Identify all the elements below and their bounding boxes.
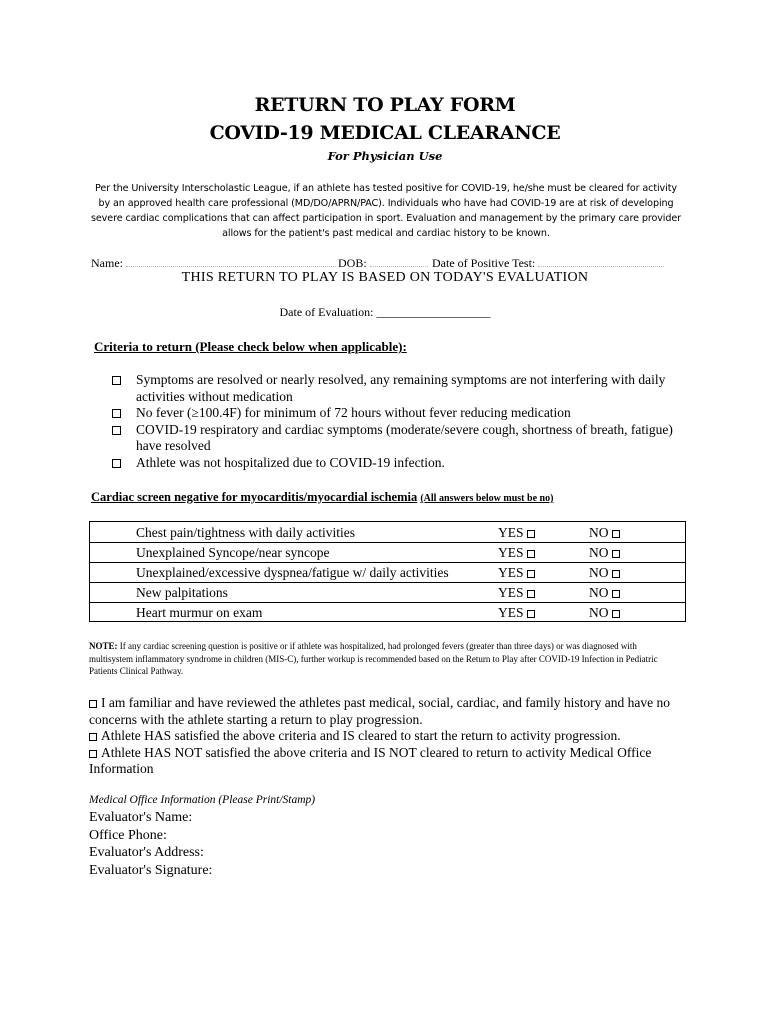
table-row — [90, 542, 685, 562]
cardiac-screen-heading — [91, 490, 553, 505]
dob-field-row — [338, 256, 428, 271]
no-label: NO — [589, 545, 609, 560]
criteria-checkbox[interactable] — [112, 409, 121, 418]
criteria-list — [110, 372, 690, 471]
table-row — [90, 522, 685, 542]
no-label: NO — [589, 585, 609, 600]
no-checkbox[interactable] — [612, 530, 620, 538]
criteria-item-text: Symptoms are resolved or nearly resolved, any remaining symptoms are not interfering with daily activities without medication — [136, 372, 666, 404]
no-label: NO — [589, 565, 609, 580]
no-label: NO — [589, 605, 609, 620]
form-subtitle: For Physician Use — [327, 149, 443, 163]
yes-option[interactable] — [498, 523, 535, 543]
yes-label: YES — [498, 545, 524, 560]
criteria-item — [110, 422, 690, 455]
no-option[interactable] — [589, 543, 620, 563]
attestation-checkbox[interactable] — [89, 750, 97, 758]
criteria-item — [110, 455, 690, 472]
table-row — [90, 602, 685, 622]
evaluation-basis-text: THIS RETURN TO PLAY IS BASED ON TODAY'S EVALUATION — [181, 270, 589, 285]
no-label: NO — [589, 525, 609, 540]
attestation-text: Athlete HAS satisfied the above criteria and IS cleared to start the return to activity progression. — [101, 728, 621, 743]
table-row — [90, 582, 685, 602]
intro-paragraph: Per the University Interscholastic League, if an athlete has tested positive for COVID-19, he/she must be cleared for activity by an approved health care professional (MD/DO/APRN/PAC). Individuals who have had COVID-19 are at risk of developing severe cardiac complications that can affect participation in sport. Evaluation and management by the primary care provider allows for the patient's past medical and cardiac history to be known. — [90, 183, 682, 239]
attestation-item — [89, 728, 679, 745]
yes-option[interactable] — [498, 583, 535, 603]
yes-checkbox[interactable] — [527, 550, 535, 558]
no-option[interactable] — [589, 563, 620, 583]
yes-checkbox[interactable] — [527, 610, 535, 618]
table-row — [90, 562, 685, 582]
criteria-item-text: Athlete was not hospitalized due to COVID-19 infection. — [136, 454, 445, 470]
yes-label: YES — [498, 525, 524, 540]
name-field-row — [91, 256, 336, 271]
cardiac-note — [89, 640, 679, 678]
attestation-block — [89, 695, 679, 778]
positive-test-input-line[interactable] — [538, 266, 664, 267]
attestation-item — [89, 745, 679, 778]
evaluator-address-field[interactable]: Evaluator's Address: — [89, 845, 204, 860]
criteria-checkbox[interactable] — [112, 459, 121, 468]
medical-office-heading: Medical Office Information (Please Print/Stamp) — [89, 794, 316, 806]
yes-label: YES — [498, 565, 524, 580]
attestation-checkbox[interactable] — [89, 733, 97, 741]
no-checkbox[interactable] — [612, 550, 620, 558]
attestation-checkbox[interactable] — [89, 700, 97, 708]
cardiac-screen-table — [89, 521, 686, 622]
no-option[interactable] — [589, 523, 620, 543]
attestation-text: Athlete HAS NOT satisfied the above criteria and IS NOT cleared to return to activity Medical Office Information — [89, 744, 652, 776]
criteria-heading: Criteria to return (Please check below when applicable): — [94, 339, 407, 354]
form-title-line2: COVID-19 MEDICAL CLEARANCE — [209, 122, 561, 144]
yes-option[interactable] — [498, 563, 535, 583]
yes-label: YES — [498, 585, 524, 600]
criteria-checkbox[interactable] — [112, 426, 121, 435]
criteria-item-text: No fever (≥100.4F) for minimum of 72 hours without fever reducing medication — [136, 405, 571, 420]
form-title-line1: RETURN TO PLAY FORM — [254, 94, 516, 116]
dob-input-line[interactable] — [370, 266, 428, 267]
evaluation-date-field[interactable]: Date of Evaluation: ___________________ — [279, 305, 491, 319]
evaluator-name-field[interactable]: Evaluator's Name: — [89, 810, 193, 825]
attestation-text: I am familiar and have reviewed the athletes past medical, social, cardiac, and family history and have no concerns with the athlete starting a return to play progression. — [89, 695, 671, 727]
no-checkbox[interactable] — [612, 590, 620, 598]
criteria-item — [110, 372, 690, 405]
name-input-line[interactable] — [126, 266, 336, 267]
cardiac-heading-note: (All answers below must be no) — [420, 493, 554, 504]
criteria-item-text: COVID-19 respiratory and cardiac symptoms (moderate/severe cough, shortness of breath, fatigue) have resolved — [136, 421, 673, 453]
screen-question: New palpitations — [136, 585, 228, 600]
no-checkbox[interactable] — [612, 570, 620, 578]
no-checkbox[interactable] — [612, 610, 620, 618]
yes-option[interactable] — [498, 603, 535, 623]
screen-question: Unexplained Syncope/near syncope — [136, 545, 330, 560]
dob-label: DOB: — [338, 256, 367, 270]
positive-test-label: Date of Positive Test: — [432, 256, 536, 270]
screen-question: Unexplained/excessive dyspnea/fatigue w/ daily activities — [136, 565, 449, 580]
office-phone-field[interactable]: Office Phone: — [89, 827, 167, 843]
yes-option[interactable] — [498, 543, 535, 563]
note-label: NOTE: — [89, 641, 118, 651]
attestation-item — [89, 695, 679, 728]
no-option[interactable] — [589, 583, 620, 603]
yes-checkbox[interactable] — [527, 590, 535, 598]
medical-office-fields — [89, 809, 212, 879]
note-text: If any cardiac screening question is positive or if athlete was hospitalized, had prolonged fevers (greater than three days) or was diagnosed with multisystem inflammatory syndrome in children (MIS-C), further workup is recommended based on the Return to Play after COVID-19 Infection in Pediatric Patients Clinical Pathway. — [89, 641, 658, 676]
criteria-checkbox[interactable] — [112, 376, 121, 385]
no-option[interactable] — [589, 603, 620, 623]
positive-test-field-row — [432, 256, 664, 271]
screen-question: Heart murmur on exam — [136, 605, 263, 620]
criteria-item — [110, 405, 690, 422]
evaluator-signature-field[interactable]: Evaluator's Signature: — [89, 862, 213, 878]
yes-label: YES — [498, 605, 524, 620]
yes-checkbox[interactable] — [527, 570, 535, 578]
yes-checkbox[interactable] — [527, 530, 535, 538]
screen-question: Chest pain/tightness with daily activities — [136, 525, 355, 540]
cardiac-heading-text: Cardiac screen negative for myocarditis/myocardial ischemia — [91, 490, 418, 504]
name-label: Name: — [91, 256, 123, 270]
